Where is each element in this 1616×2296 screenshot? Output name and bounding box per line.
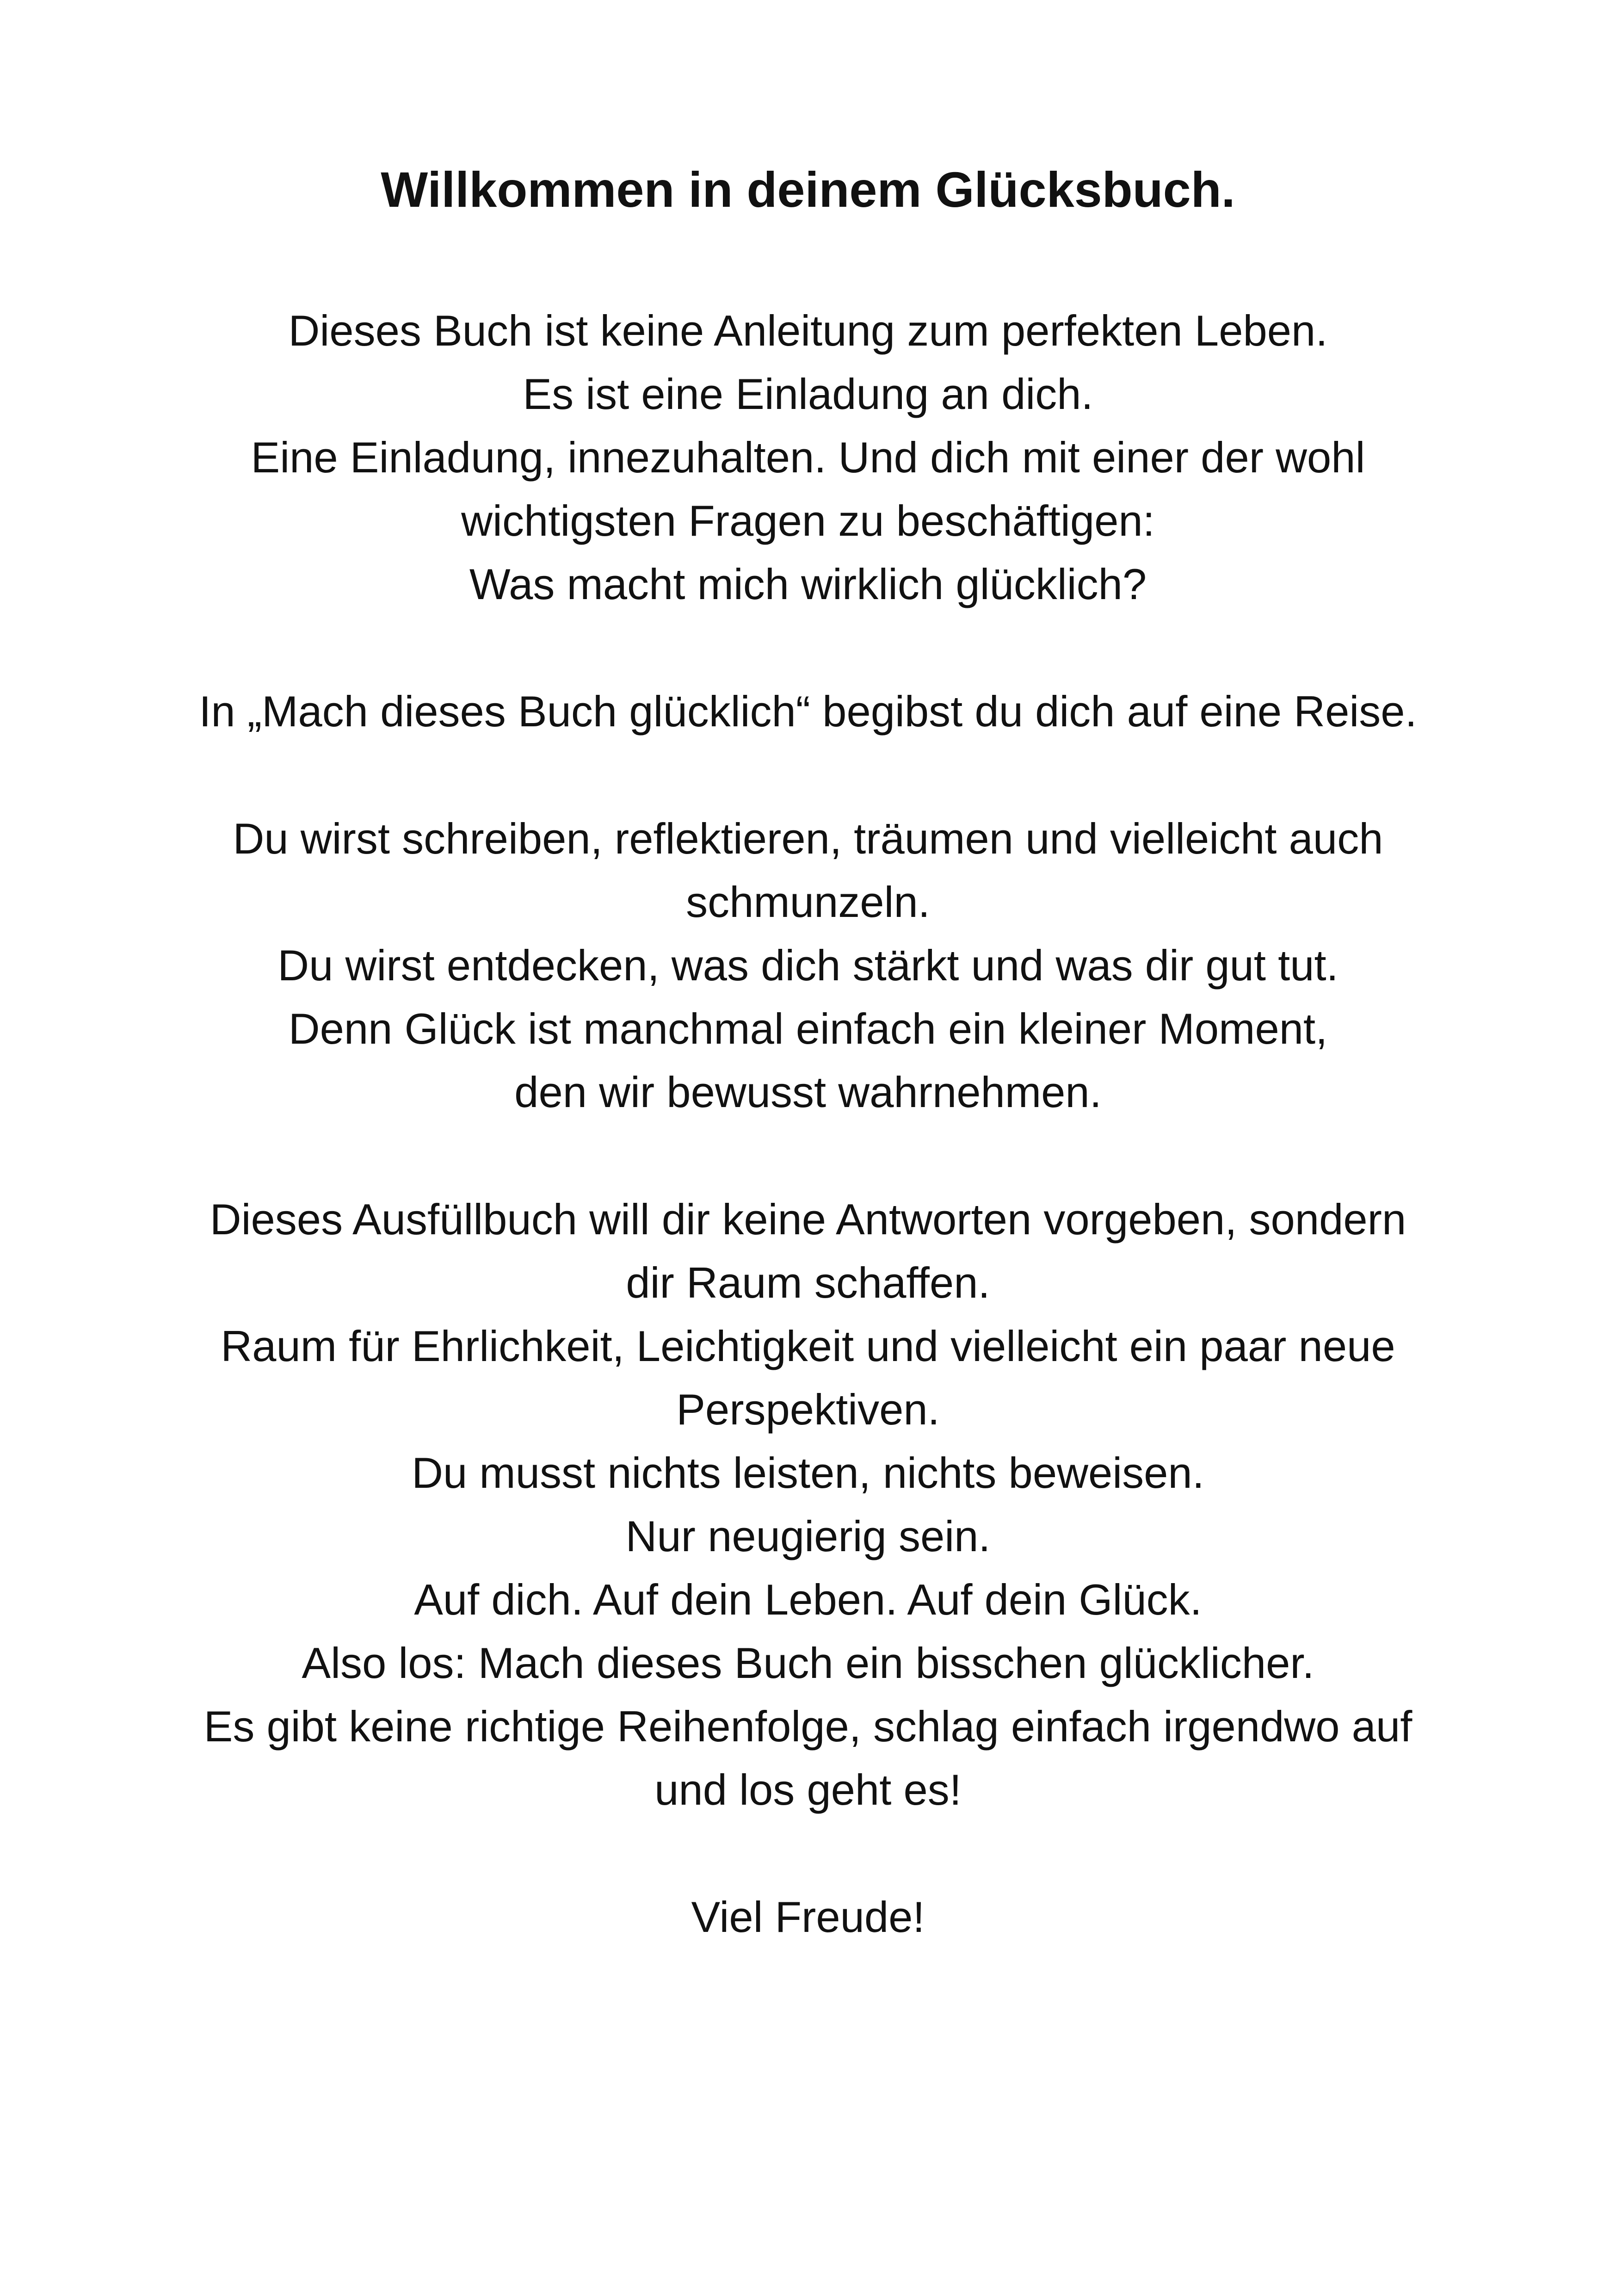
text-line: Du wirst schreiben, reflektieren, träumen und vielleicht auch: [233, 814, 1383, 863]
text-line: Dieses Ausfüllbuch will dir keine Antworten vorgeben, sondern: [210, 1195, 1406, 1244]
closing-line: Viel Freude!: [691, 1893, 925, 1941]
text-line: Es gibt keine richtige Reihenfolge, schlag einfach irgendwo auf: [204, 1702, 1412, 1751]
text-line: Was macht mich wirklich glücklich?: [469, 560, 1147, 608]
text-line: wichtigsten Fragen zu beschäftigen:: [461, 496, 1155, 545]
text-line: den wir bewusst wahrnehmen.: [514, 1068, 1102, 1116]
text-line: Du musst nichts leisten, nichts beweisen.: [412, 1448, 1204, 1497]
text-line: schmunzeln.: [686, 878, 930, 926]
text-line: Perspektiven.: [676, 1385, 940, 1434]
text-line: Du wirst entdecken, was dich stärkt und was dir gut tut.: [278, 941, 1338, 990]
text-line: Also los: Mach dieses Buch ein bisschen glücklicher.: [302, 1639, 1314, 1687]
text-line: Auf dich. Auf dein Leben. Auf dein Glück.: [414, 1575, 1202, 1624]
text-line: Dieses Buch ist keine Anleitung zum perfekten Leben.: [288, 306, 1328, 355]
text-line: Es ist eine Einladung an dich.: [523, 370, 1093, 418]
text-line: Nur neugierig sein.: [625, 1512, 991, 1560]
text-line: Denn Glück ist manchmal einfach ein kleiner Moment,: [288, 1004, 1328, 1053]
text-line: Raum für Ehrlichkeit, Leichtigkeit und vielleicht ein paar neue: [221, 1322, 1395, 1370]
text-line: dir Raum schaffen.: [626, 1258, 990, 1307]
text-line: Eine Einladung, innezuhalten. Und dich mit einer der wohl: [251, 433, 1365, 482]
text-line: und los geht es!: [654, 1765, 962, 1814]
text-line: In „Mach dieses Buch glücklich“ begibst du dich auf eine Reise.: [199, 687, 1417, 736]
page-title: Willkommen in deinem Glücksbuch.: [381, 161, 1235, 217]
